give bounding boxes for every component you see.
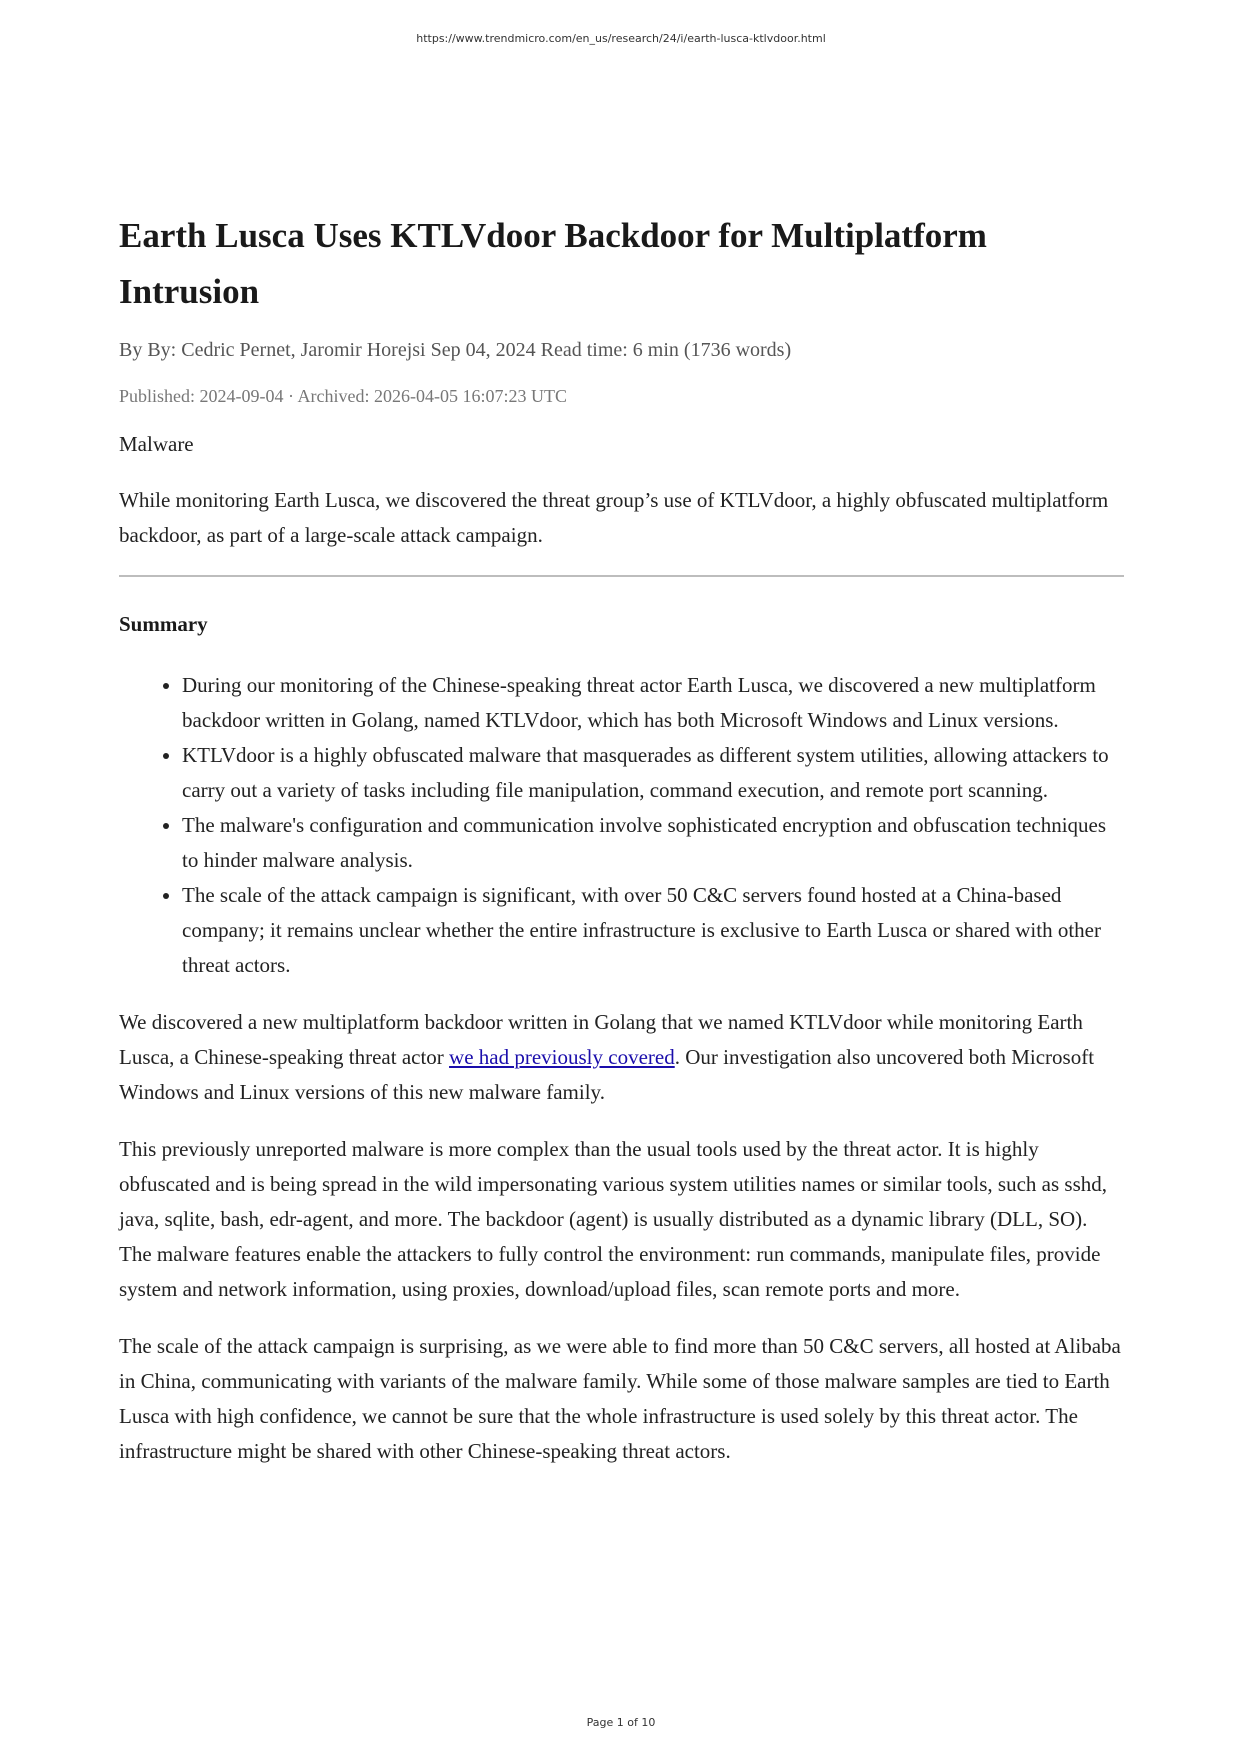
body-paragraph-1 xyxy=(119,1005,1124,1110)
article-category: Malware xyxy=(119,432,194,456)
summary-list xyxy=(119,668,1124,983)
summary-heading: Summary xyxy=(119,612,208,636)
body-paragraph-3: The scale of the attack campaign is surprising, as we were able to find more than 50 C&C servers, all hosted at Alibaba in China, communicating with variants of the malware family. While some of those malware samples are tied to Earth Lusca with high confidence, we cannot be sure that the whole infrastructure is used solely by this threat actor. The infrastructure might be shared with other Chinese-speaking threat actors. xyxy=(119,1334,1121,1463)
article-meta: Published: 2024-09-04 · Archived: 2026-04-05 16:07:23 UTC xyxy=(119,386,567,406)
summary-item: • KTLVdoor is a highly obfuscated malware that masquerades as different system utilities, allowing attackers to carry out a variety of tasks including file manipulation, command execution, and remote port scanning. xyxy=(182,738,1124,808)
page-number: Page 1 of 10 xyxy=(586,1716,656,1729)
section-divider xyxy=(119,575,1124,577)
paragraph-text: . Our investigation also uncovered both Microsoft Windows and Linux versions of this new malware family. xyxy=(119,1045,1095,1104)
article-title: Earth Lusca Uses KTLVdoor Backdoor for Multiplatform Intrusion xyxy=(119,216,987,311)
summary-item: • The malware's configuration and communication involve sophisticated encryption and obfuscation techniques to hinder malware analysis. xyxy=(182,808,1124,878)
article xyxy=(119,208,1124,1491)
print-header-url: https://www.trendmicro.com/en_us/research/24/i/earth-lusca-ktlvdoor.html xyxy=(416,32,826,45)
article-byline: By By: Cedric Pernet, Jaromir Horejsi Sep 04, 2024 Read time: 6 min (1736 words) xyxy=(119,339,792,361)
paragraph-text: We discovered a new multiplatform backdoor written in Golang that we named KTLVdoor while monitoring Earth Lusca, a Chinese-speaking threat actor xyxy=(119,1010,1083,1069)
article-intro: While monitoring Earth Lusca, we discovered the threat group’s use of KTLVdoor, a highly obfuscated multiplatform backdoor, as part of a large-scale attack campaign. xyxy=(119,488,1109,547)
body-paragraph-2: This previously unreported malware is more complex than the usual tools used by the threat actor. It is highly obfuscated and is being spread in the wild impersonating various system utilities names or similar tools, such as sshd, java, sqlite, bash, edr-agent, and more. The backdoor (agent) is usually distributed as a dynamic library (DLL, SO). The malware features enable the attackers to fully control the environment: run commands, manipulate files, provide system and network information, using proxies, download/upload files, scan remote ports and more. xyxy=(119,1137,1108,1301)
summary-item: • During our monitoring of the Chinese-speaking threat actor Earth Lusca, we discovered a new multiplatform backdoor written in Golang, named KTLVdoor, which has both Microsoft Windows and Linux versions. xyxy=(182,668,1124,738)
previously-covered-link[interactable]: we had previously covered xyxy=(449,1045,675,1069)
summary-item: • The scale of the attack campaign is significant, with over 50 C&C servers found hosted at a China-based company; it remains unclear whether the entire infrastructure is exclusive to Earth Lusca or shared with other threat actors. xyxy=(182,878,1124,983)
